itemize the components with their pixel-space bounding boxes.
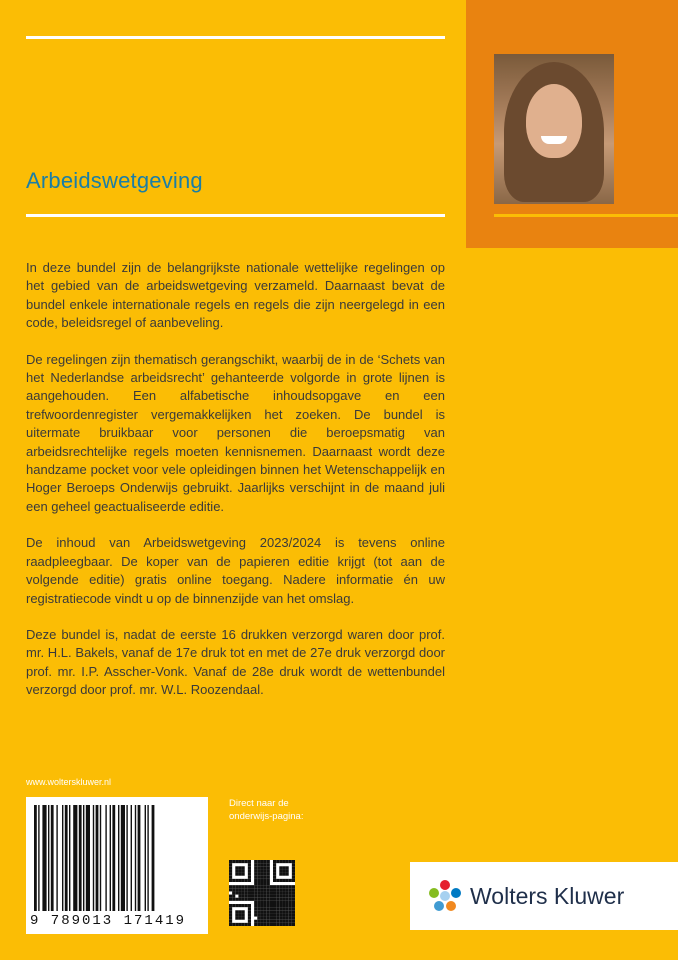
paragraph: In deze bundel zijn de belangrijkste nationale wettelijke regelingen op het gebied van de arbeidswetgeving verzameld. Daarnaast bevat de bundel enkele internationale regels en regels die zijn neergelegd in een code, beleidsregel of aanbeveling. <box>26 260 445 331</box>
blurb <box>26 259 445 718</box>
paragraph: De inhoud van Arbeidswetgeving 2023/2024 is tevens online raadpleegbaar. De koper van de papieren editie krijgt (tot aan de volgende editie) gratis online toegang. Nadere informatie én uw registratiecode vindt u op de binnenzijde van het omslag. <box>26 535 445 606</box>
top-rule <box>26 36 445 39</box>
direct-label: Direct naar de onderwijs-pagina: <box>229 798 304 822</box>
author-photo <box>494 54 614 204</box>
paragraph: Deze bundel is, nadat de eerste 16 drukken verzorgd waren door prof. mr. H.L. Bakels, vanaf de 17e druk tot en met de 27e druk verzorgd door prof. mr. I.P. Asscher-Vonk. Vanaf de 28e druk wordt de wettenbundel verzorgd door prof. mr. W.L. Roozendaal. <box>26 626 445 698</box>
panel-divider <box>494 214 678 217</box>
paragraph: De regelingen zijn thematisch gerangschikt, waarbij de in de ‘Schets van het Nederlandse arbeidsrecht’ gehanteerde volgorde in grote lijnen is aangehouden. Een alfabetische inhoudsopgave en een trefwoordenregister vergemakkelijken het zoeken. De bundel is uitermate bruikbaar voor personen die beroepsmatig van arbeidsrechtelijke regels moeten kennisnemen. Daarnaast wordt deze handzame pocket voor vele opleidingen binnen het Wetenschappelijk en Hoger Beroeps Onderwijs gebruikt. Jaarlijks verschijnt in de maand juli een geheel geactualiseerde editie. <box>26 351 445 514</box>
publisher-logo <box>410 862 678 930</box>
publisher-name: Wolters Kluwer <box>470 883 625 909</box>
isbn-number: 9 789013 171419 <box>30 913 187 929</box>
title-rule <box>26 214 445 217</box>
wolters-kluwer-logo-icon <box>428 879 462 913</box>
qr-code[interactable] <box>229 860 295 926</box>
book-title: Arbeidswetgeving <box>26 168 203 193</box>
barcode-bars <box>34 805 200 911</box>
website-link[interactable]: www.wolterskluwer.nl <box>26 777 112 787</box>
barcode <box>26 797 208 934</box>
